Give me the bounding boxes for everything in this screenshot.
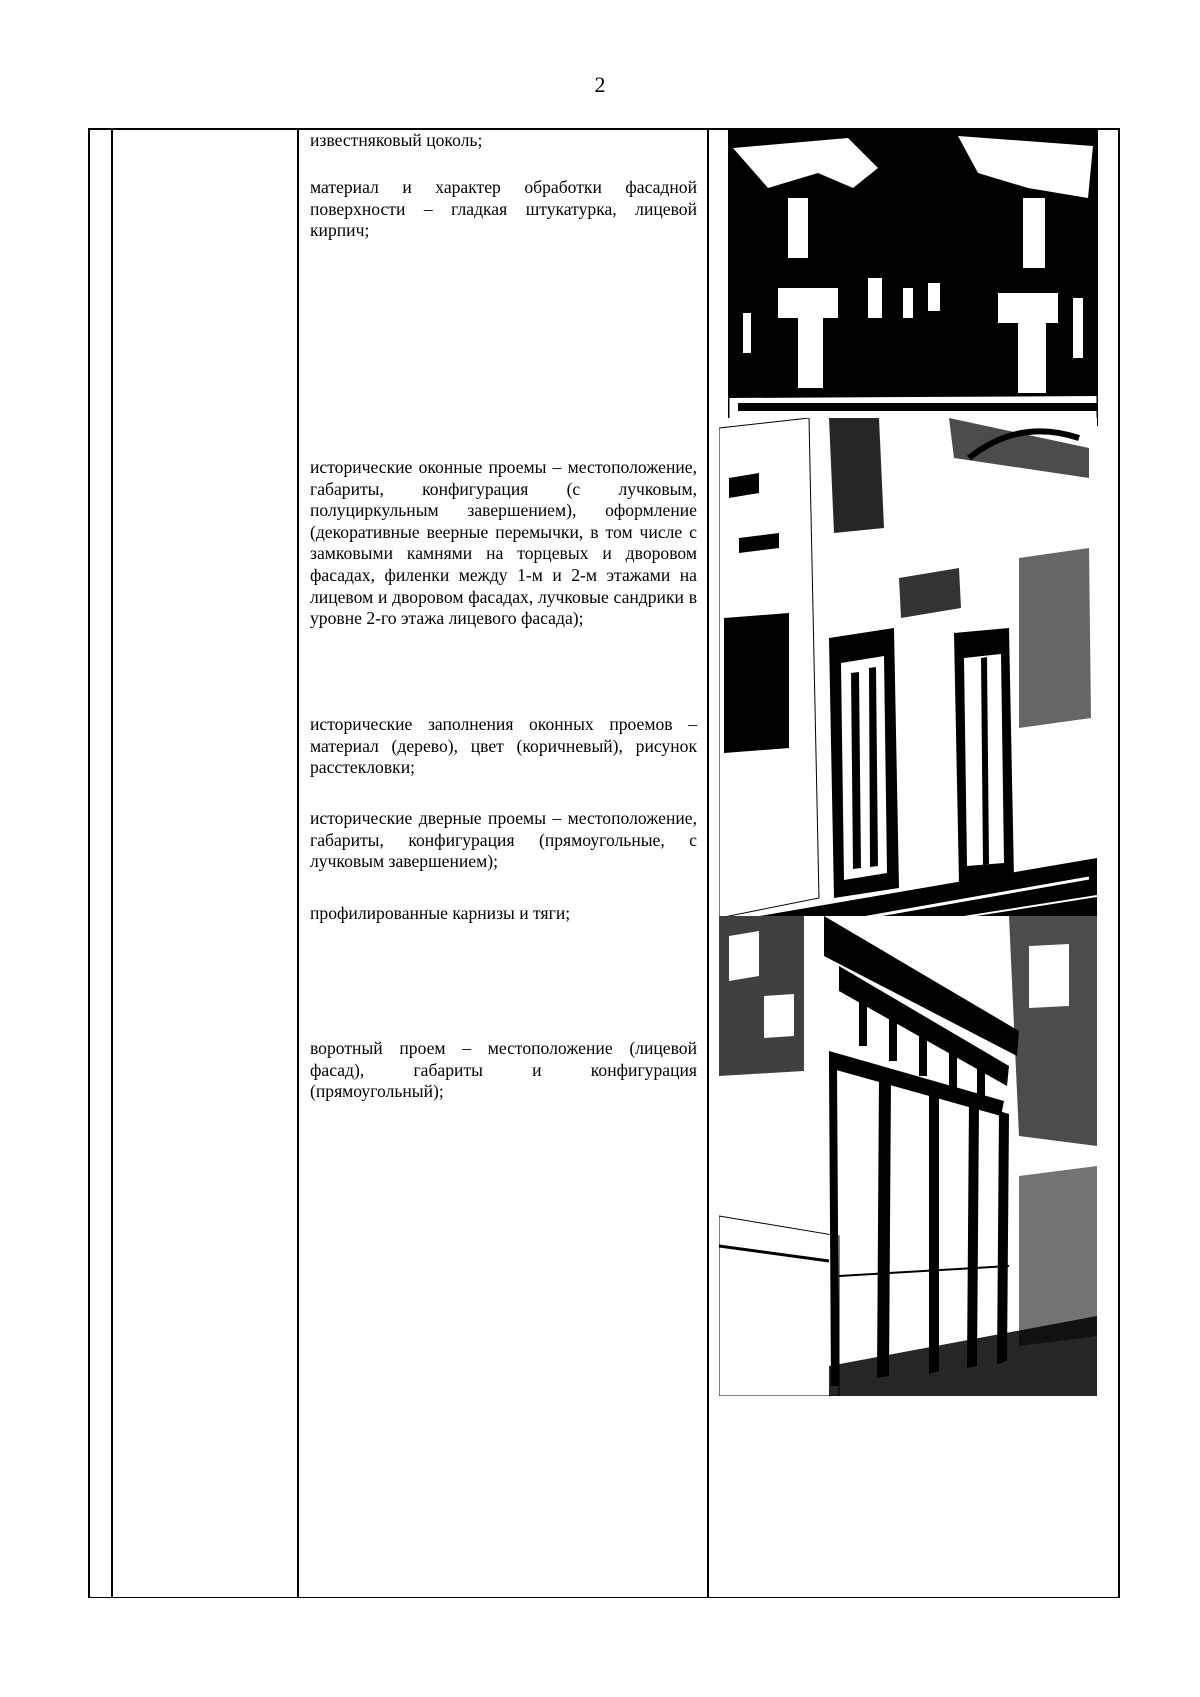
requirement-item: известняковый цоколь; xyxy=(310,130,483,150)
requirements-table xyxy=(88,128,1120,1598)
requirement-item: исторические заполнения оконных проемов – материал (дерево), цвет (коричневый), рисунок расстекловки; xyxy=(310,714,697,778)
requirement-item: профилированные карнизы и тяги; xyxy=(310,903,571,923)
column-divider-2 xyxy=(297,128,299,1598)
facade-balcony-photo xyxy=(728,128,1098,426)
page-number: 2 xyxy=(594,72,606,97)
column-divider-1 xyxy=(111,128,113,1598)
requirement-item: исторические дверные проемы – местоположение, габариты, конфигурация (прямоугольные, с лучковым завершением); xyxy=(310,808,697,872)
requirement-item: исторические оконные проемы – местоположение, габариты, конфигурация (с лучковым, полуциркульным завершением), оформление (декоративные веерные перемычки, в том числе с замковыми камнями на торцевых и дворовом фасадах, филенки между 1-м и 2-м этажами на лицевом и дворовом фасадах, лучковые сандрики в уровне 2-го этажа лицевого фасада); xyxy=(310,457,697,629)
table-border-left xyxy=(88,128,90,1598)
table-border-bottom xyxy=(88,1597,1120,1599)
table-border-right xyxy=(1118,128,1120,1598)
column-divider-3 xyxy=(707,128,709,1598)
requirement-item: материал и характер обработки фасадной поверхности – гладкая штукатурка, лицевой кирпич; xyxy=(310,177,697,241)
gate-opening-photo xyxy=(719,916,1097,1396)
requirement-item: воротный проем – местоположение (лицевой фасад), габариты и конфигурация (прямоугольный); xyxy=(310,1038,697,1102)
facade-windows-doors-photo xyxy=(719,418,1097,951)
